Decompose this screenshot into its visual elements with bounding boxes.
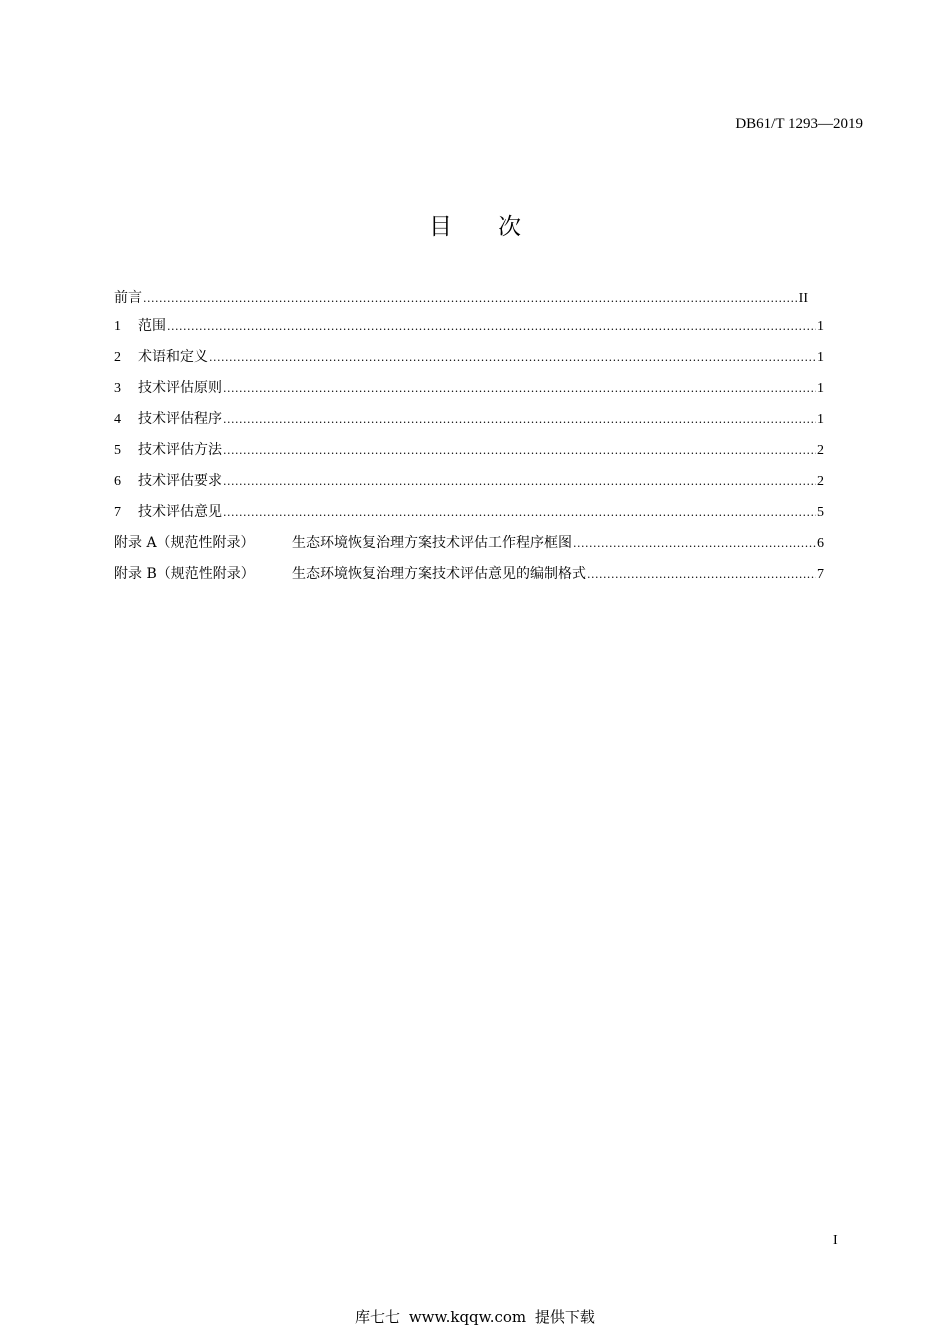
toc-entry-number: 1 <box>114 319 121 334</box>
toc-entry-label: 生态环境恢复治理方案技术评估工作程序框图 <box>292 535 572 551</box>
toc-entry-foreword[interactable] <box>114 287 824 315</box>
toc-entry-page: 1 <box>817 412 824 427</box>
title-char-1: 目 <box>429 214 452 240</box>
footer-site-name: 库七七 <box>355 1308 401 1326</box>
toc-entry-page: 2 <box>817 474 824 489</box>
dot-leader <box>223 413 816 426</box>
dot-leader <box>573 537 816 550</box>
toc-entry-number: 7 <box>114 505 121 520</box>
toc-entry-number: 2 <box>114 350 121 365</box>
toc-entry-label: 生态环境恢复治理方案技术评估意见的编制格式 <box>292 566 586 582</box>
toc-entry-2[interactable] <box>114 346 824 377</box>
toc-entry-label: 术语和定义 <box>138 349 208 365</box>
page-title <box>0 208 950 241</box>
dot-leader <box>143 292 798 305</box>
toc-entry-label: 技术评估程序 <box>138 411 222 427</box>
toc-entry-label: 前言 <box>114 290 142 306</box>
toc-entry-5[interactable] <box>114 439 824 470</box>
toc-entry-page: 1 <box>817 350 824 365</box>
dot-leader <box>209 351 816 364</box>
annex-prefix: 附录 B（规范性附录） <box>114 566 255 582</box>
footer-watermark <box>0 1306 950 1327</box>
dot-leader <box>223 475 816 488</box>
dot-leader <box>223 506 816 519</box>
dot-leader <box>167 320 816 333</box>
toc-entry-number: 6 <box>114 474 121 489</box>
toc-entry-4[interactable] <box>114 408 824 439</box>
toc-entry-label: 技术评估要求 <box>138 473 222 489</box>
dot-leader <box>587 568 816 581</box>
toc-entry-3[interactable] <box>114 377 824 408</box>
dot-leader <box>223 444 816 457</box>
toc-entry-number: 5 <box>114 443 121 458</box>
toc-entry-page: 1 <box>817 319 824 334</box>
toc-entry-6[interactable] <box>114 470 824 501</box>
table-of-contents <box>114 287 824 594</box>
title-char-2: 次 <box>498 214 521 240</box>
toc-entry-page: II <box>798 291 808 306</box>
toc-entry-label: 技术评估方法 <box>138 442 222 458</box>
toc-entry-page: 7 <box>817 567 824 582</box>
dot-leader <box>223 382 816 395</box>
toc-entry-page: 1 <box>817 381 824 396</box>
page-number: I <box>833 1233 838 1248</box>
toc-entry-1[interactable] <box>114 315 824 346</box>
annex-prefix: 附录 A（规范性附录） <box>114 535 255 551</box>
toc-entry-page: 2 <box>817 443 824 458</box>
standard-code: DB61/T 1293—2019 <box>735 116 863 132</box>
toc-entry-annex-a[interactable] <box>114 532 824 563</box>
toc-entry-label: 技术评估原则 <box>138 380 222 396</box>
toc-entry-label: 范围 <box>138 318 166 334</box>
footer-url[interactable]: www.kqqw.com <box>408 1308 527 1326</box>
toc-entry-number: 4 <box>114 412 121 427</box>
toc-entry-annex-b[interactable] <box>114 563 824 594</box>
toc-entry-number: 3 <box>114 381 121 396</box>
toc-entry-page: 6 <box>817 536 824 551</box>
toc-entry-page: 5 <box>817 505 824 520</box>
footer-note: 提供下载 <box>534 1308 595 1326</box>
toc-entry-label: 技术评估意见 <box>138 504 222 520</box>
toc-entry-7[interactable] <box>114 501 824 532</box>
